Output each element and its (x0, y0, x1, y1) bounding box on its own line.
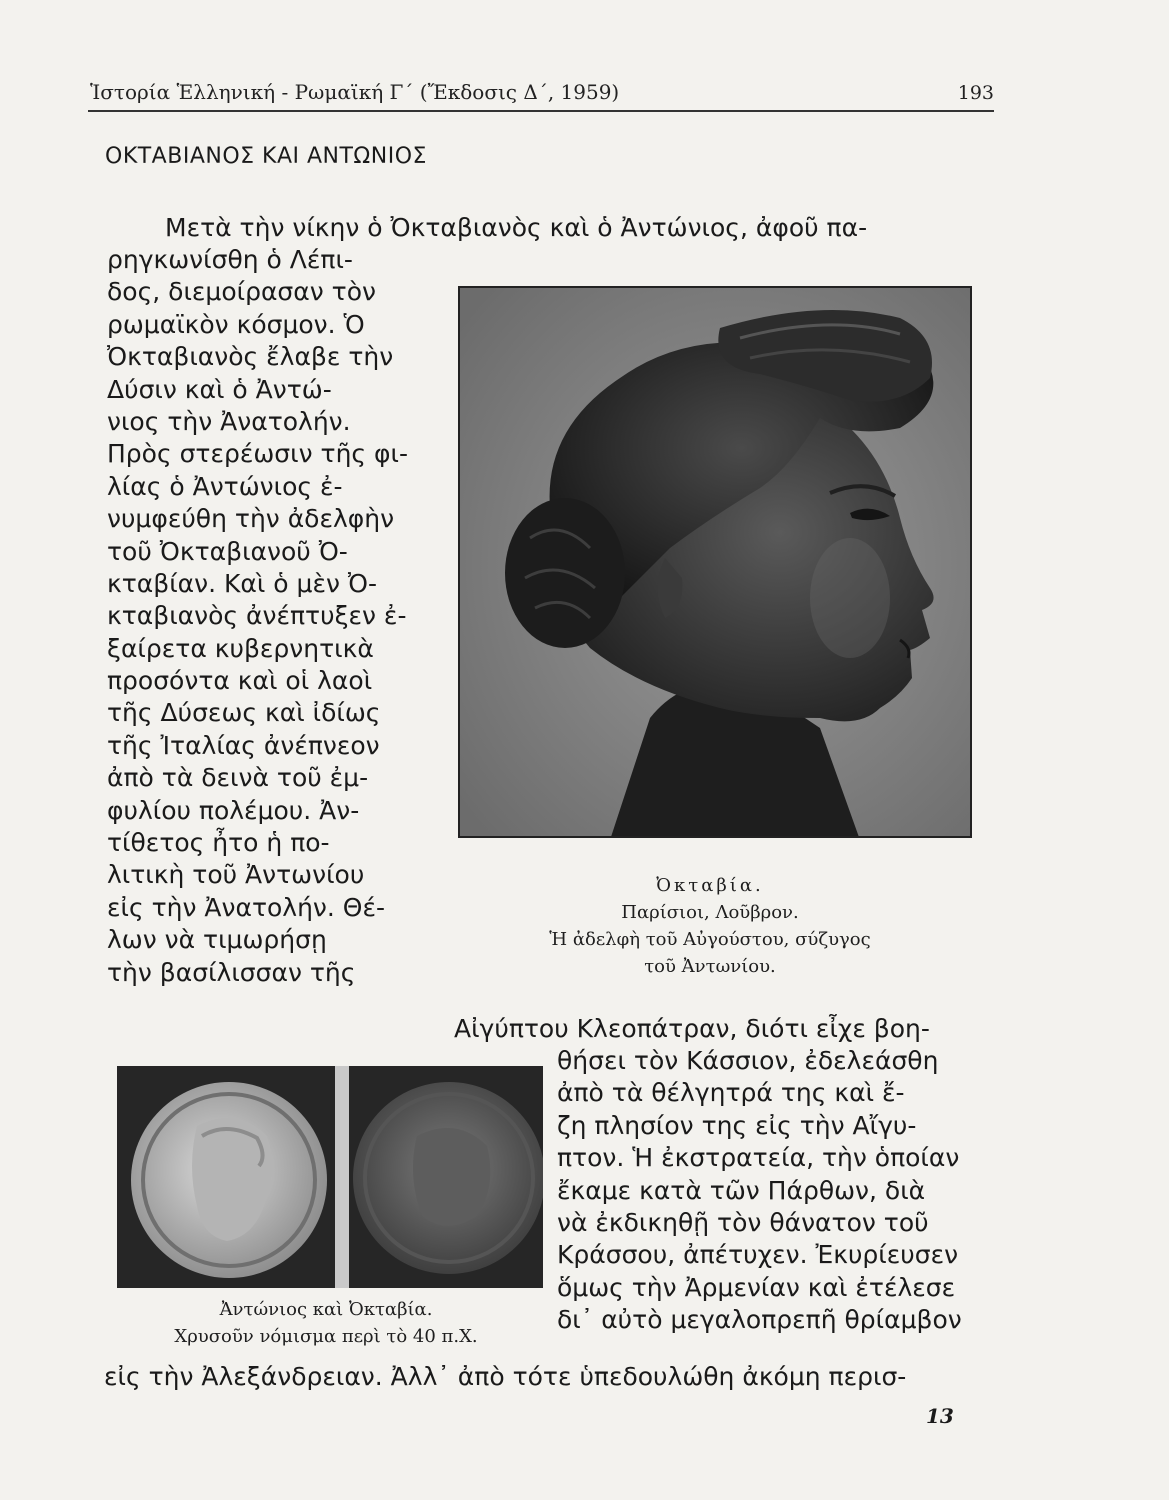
text-line: Ὀκταβιανὸς ἔλαβε τὴν (107, 342, 394, 372)
text-line: τὴν βασίλισσαν τῆς (107, 957, 356, 987)
text-line: θήσει τὸν Κάσσιον, ἐδελεάσθη (557, 1046, 939, 1075)
portrait-illustration (460, 288, 972, 838)
left-column-text (107, 244, 417, 989)
text-line: Πρὸς στερέωσιν τῆς φι- (107, 439, 409, 469)
text-line: κταβίαν. Καὶ ὁ μὲν Ὀ- (107, 568, 377, 598)
page-number: 193 (957, 82, 994, 104)
right-column-text (557, 1045, 962, 1337)
caption-title: Ἀντώνιος καὶ Ὀκταβία. (219, 1299, 433, 1320)
text-line: τῆς Ἰταλίας ἀνέπνεον (107, 730, 380, 760)
portrait-caption (480, 872, 940, 980)
first-line: Μετὰ τὴν νίκην ὁ Ὀκταβιανὸς καὶ ὁ Ἀντώνιος, ἀφοῦ πα- (165, 213, 868, 242)
text-line: ἀπὸ τὰ δεινὰ τοῦ ἐμ- (107, 763, 369, 793)
section-title: ΟΚΤΑΒΙΑΝΟΣ ΚΑΙ ΑΝΤΩΝΙΟΣ (105, 144, 427, 169)
caption-description-2: τοῦ Ἀντωνίου. (644, 956, 776, 977)
running-header (88, 74, 994, 112)
text-line: τῆς Δύσεως καὶ ἰδίως (107, 698, 381, 728)
running-title: Ἱστορία Ἑλληνική - Ρωμαϊκή Γ΄ (Ἔκδοσις Δ΄, 1959) (90, 80, 620, 104)
text-line: νὰ ἐκδικηθῇ τὸν θάνατον τοῦ (557, 1207, 929, 1237)
text-line: εἰς τὴν Ἀνατολήν. Θέ- (107, 892, 386, 922)
last-line: εἰς τὴν Ἀλεξάνδρειαν. Ἀλλ᾽ ἀπὸ τότε ὑπεδουλώθη ἀκόμη περισ- (104, 1362, 907, 1391)
continuation-line: Αἰγύπτου Κλεοπάτραν, διότι εἶχε βοη- (454, 1014, 930, 1043)
text-line: νιος τὴν Ἀνατολήν. (107, 406, 351, 436)
signature-mark: 13 (926, 1404, 954, 1428)
text-line: κταβιανὸς ἀνέπτυξεν ἐ- (107, 601, 407, 631)
caption-description: Χρυσοῦν νόμισμα περὶ τὸ 40 π.Χ. (174, 1326, 478, 1347)
text-line: ὅμως τὴν Ἀρμενίαν καὶ ἐτέλεσε (557, 1272, 956, 1302)
text-line: προσόντα καὶ οἱ λαοὶ (107, 666, 373, 696)
text-line: Δύσιν καὶ ὁ Ἀντώ- (107, 374, 332, 404)
text-line: ἔκαμε κατὰ τῶν Πάρθων, διὰ (557, 1175, 926, 1205)
caption-description: Ἡ ἀδελφὴ τοῦ Αὐγούστου, σύζυγος (549, 929, 871, 950)
text-line: ξαίρετα κυβερνητικὰ (107, 633, 374, 663)
text-line: τοῦ Ὀκταβιανοῦ Ὀ- (107, 536, 348, 566)
text-line: ρωμαϊκὸν κόσμον. Ὁ (107, 309, 365, 339)
caption-title: Ὀκταβία. (656, 875, 764, 896)
text-line: δι᾽ αὐτὸ μεγαλοπρεπῆ θρίαμβον (557, 1305, 962, 1335)
octavia-portrait-image (458, 286, 972, 838)
coins-illustration (117, 1066, 543, 1288)
text-line: τίθετος ἦτο ἡ πο- (107, 828, 330, 858)
text-line: ζη πλησίον της εἰς τὴν Αἴγυ- (557, 1110, 917, 1140)
text-line: νυμφεύθη τὴν ἀδελφὴν (107, 504, 395, 534)
coins-image (117, 1066, 543, 1288)
caption-location: Παρίσιοι, Λοῦβρον. (621, 902, 799, 923)
text-line: δος, διεμοίρασαν τὸν (107, 277, 376, 307)
text-line: ρηγκωνίσθη ὁ Λέπι- (107, 245, 353, 274)
text-line: λιτικὴ τοῦ Ἀντωνίου (107, 860, 365, 890)
text-line: Κράσσου, ἀπέτυχεν. Ἐκυρίευσεν (557, 1240, 959, 1270)
text-line: ἀπὸ τὰ θέλγητρά της καὶ ἔ- (557, 1078, 905, 1108)
text-line: λων νὰ τιμωρήσῃ (107, 925, 327, 955)
text-line: φυλίου πολέμου. Ἀν- (107, 795, 360, 825)
text-line: πτον. Ἡ ἐκστρατεία, τὴν ὁποίαν (557, 1143, 960, 1173)
coins-caption (110, 1296, 542, 1350)
text-line: λίας ὁ Ἀντώνιος ἐ- (107, 471, 343, 501)
